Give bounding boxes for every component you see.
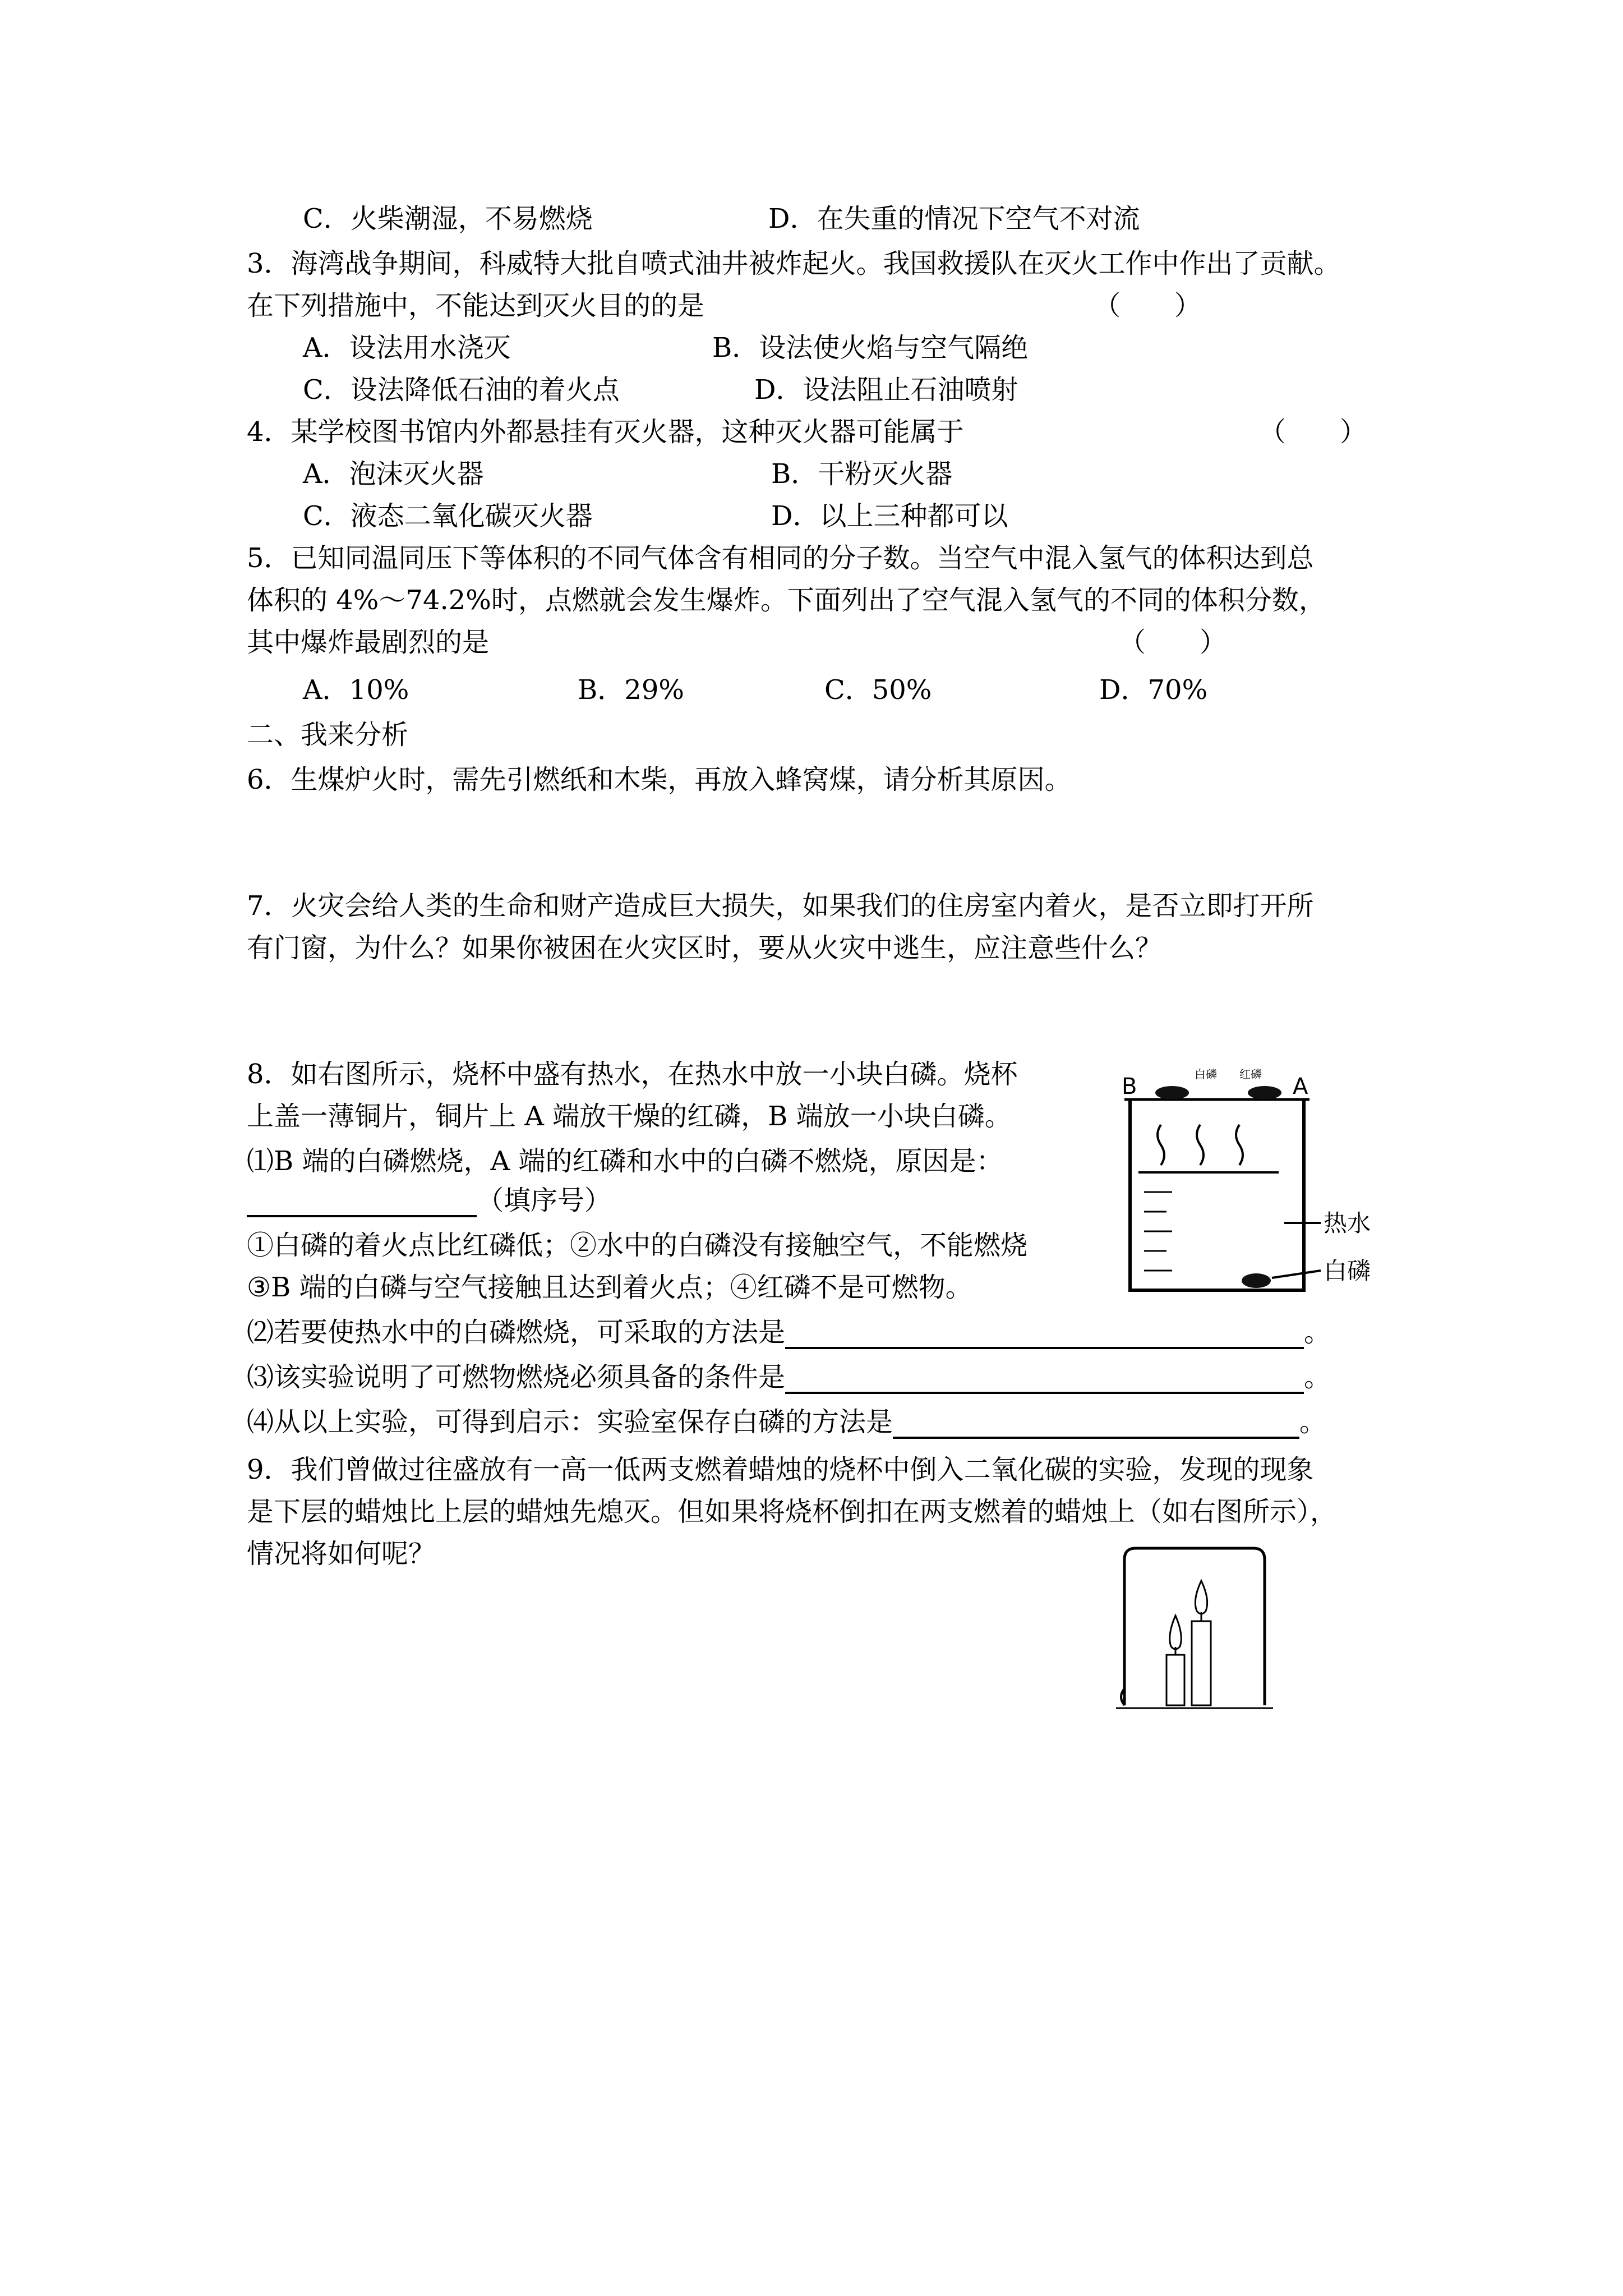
q3-answer-paren: （ ） [1094,290,1202,321]
q5-option-a: A．10% [303,674,409,706]
q5-option-c: C．50% [824,674,932,706]
q4-option-d: D．以上三种都可以 [771,500,1008,532]
label-white-phosphorus: 白磷 [1195,1068,1217,1081]
q5-option-b: B．29% [578,674,684,706]
label-b: B [1122,1074,1137,1099]
q8-part3-end: 。 [1304,1361,1331,1393]
q8-options-line1: ①白磷的着火点比红磷低；②水中的白磷没有接触空气，不能燃烧 [247,1230,1028,1261]
q3-stem-line2: 在下列措施中，不能达到灭火目的的是 [247,290,705,321]
q5-stem-line2: 体积的 4%～74.2%时，点燃就会发生爆炸。下面列出了空气混入氢气的不同的体积分数， [247,585,1326,616]
q8-part3-answer-blank[interactable] [785,1366,1304,1394]
q4-stem: 4．某学校图书馆内外都悬挂有灭火器，这种灭火器可能属于 [247,416,964,448]
q6-stem: 6．生煤炉火时，需先引燃纸和木柴，再放入蜂窝煤，请分析其原因。 [247,764,1072,795]
label-a: A [1293,1074,1308,1099]
q4-option-c: C．液态二氧化碳灭火器 [303,500,593,532]
beaker-diagram [1116,1055,1396,1301]
red-phosphorus-a [1248,1086,1281,1099]
q8-options-line2: ③B 端的白磷与空气接触且达到着火点；④红磷不是可燃物。 [247,1272,972,1303]
inverted-beaker-candles-diagram [1113,1537,1276,1717]
q8-part2-label: ⑵若要使热水中的白磷燃烧，可采取的方法是 [247,1317,786,1348]
q8-part1-answer [247,1184,611,1217]
q4-answer-paren: （ ） [1259,416,1367,448]
q8-part4-label: ⑷从以上实验，可得到启示：实验室保存白磷的方法是 [247,1406,893,1438]
q8-part2-end: 。 [1304,1317,1331,1348]
inverted-beaker [1124,1548,1265,1705]
white-phosphorus-b [1155,1086,1189,1099]
q5-option-d: D．70% [1099,674,1208,706]
white-phosphorus-in-water [1242,1273,1271,1288]
q9-stem-line3: 情况将如何呢？ [247,1538,436,1570]
q8-part1-answer-blank[interactable] [247,1189,477,1217]
q8-part4-answer-blank[interactable] [893,1411,1299,1439]
q3-option-c: C．设法降低石油的着火点 [303,374,620,406]
q8-fill-hint: （填序号） [477,1185,612,1216]
q8-part4 [247,1405,1326,1439]
steam-3 [1236,1125,1243,1165]
tall-candle-flame-icon [1195,1581,1207,1614]
steam-2 [1197,1125,1204,1165]
q7-stem-line1: 7．火灾会给人类的生命和财产造成巨大损失，如果我们的住房室内着火，是否立即打开所 [247,890,1314,922]
q4-option-a: A．泡沫灭火器 [303,458,484,490]
q3-stem-line1: 3．海湾战争期间，科威特大批自喷式油井被炸起火。我国救援队在灭火工作中作出了贡献。 [247,248,1341,279]
q9-stem-line2: 是下层的蜡烛比上层的蜡烛先熄灭。但如果将烧杯倒扣在两支燃着的蜡烛上（如右图所示）， [247,1496,1338,1527]
tall-candle [1192,1581,1211,1705]
q8-part4-end: 。 [1299,1406,1327,1438]
q8-part3 [247,1360,1331,1394]
q3-option-d: D．设法阻止石油喷射 [754,374,1018,406]
q8-stem-line1: 8．如右图所示，烧杯中盛有热水，在热水中放一小块白磷。烧杯 [247,1059,1018,1090]
q8-part1: ⑴B 端的白磷燃烧，A 端的红磷和水中的白磷不燃烧，原因是： [247,1145,1003,1177]
section-heading: 二、我来分析 [247,719,409,751]
q8-part3-label: ⑶该实验说明了可燃物燃烧必须具备的条件是 [247,1361,786,1393]
q3-option-b: B．设法使火焰与空气隔绝 [712,332,1029,364]
q8-part2-answer-blank[interactable] [785,1321,1304,1349]
q2-option-c: C．火柴潮湿，不易燃烧 [303,203,593,234]
q5-stem-line3: 其中爆炸最剧烈的是 [247,627,490,658]
q5-answer-paren: （ ） [1119,627,1227,658]
q9-stem-line1: 9．我们曾做过往盛放有一高一低两支燃着蜡烛的烧杯中倒入二氧化碳的实验，发现的现象 [247,1454,1314,1485]
label-red-phosphorus: 红磷 [1239,1068,1262,1081]
label-hot-water: 热水 [1324,1209,1371,1237]
steam-1 [1158,1125,1164,1165]
short-candle-flame-icon [1170,1616,1181,1649]
beaker [1130,1099,1304,1290]
q2-option-d: D．在失重的情况下空气不对流 [768,203,1140,234]
short-candle [1166,1616,1184,1705]
q5-stem-line1: 5．已知同温同压下等体积的不同气体含有相同的分子数。当空气中混入氢气的体积达到总 [247,542,1314,574]
q8-stem-line2: 上盖一薄铜片，铜片上 A 端放干燥的红磷，B 端放一小块白磷。 [247,1101,1012,1132]
q4-option-b: B．干粉灭火器 [771,458,953,490]
q3-option-a: A．设法用水浇灭 [303,332,511,364]
q8-part2 [247,1315,1331,1349]
q7-stem-line2: 有门窗，为什么？如果你被困在火灾区时，要从火灾中逃生，应注意些什么？ [247,932,1163,964]
label-white-phosphorus-water: 白磷 [1324,1257,1371,1285]
